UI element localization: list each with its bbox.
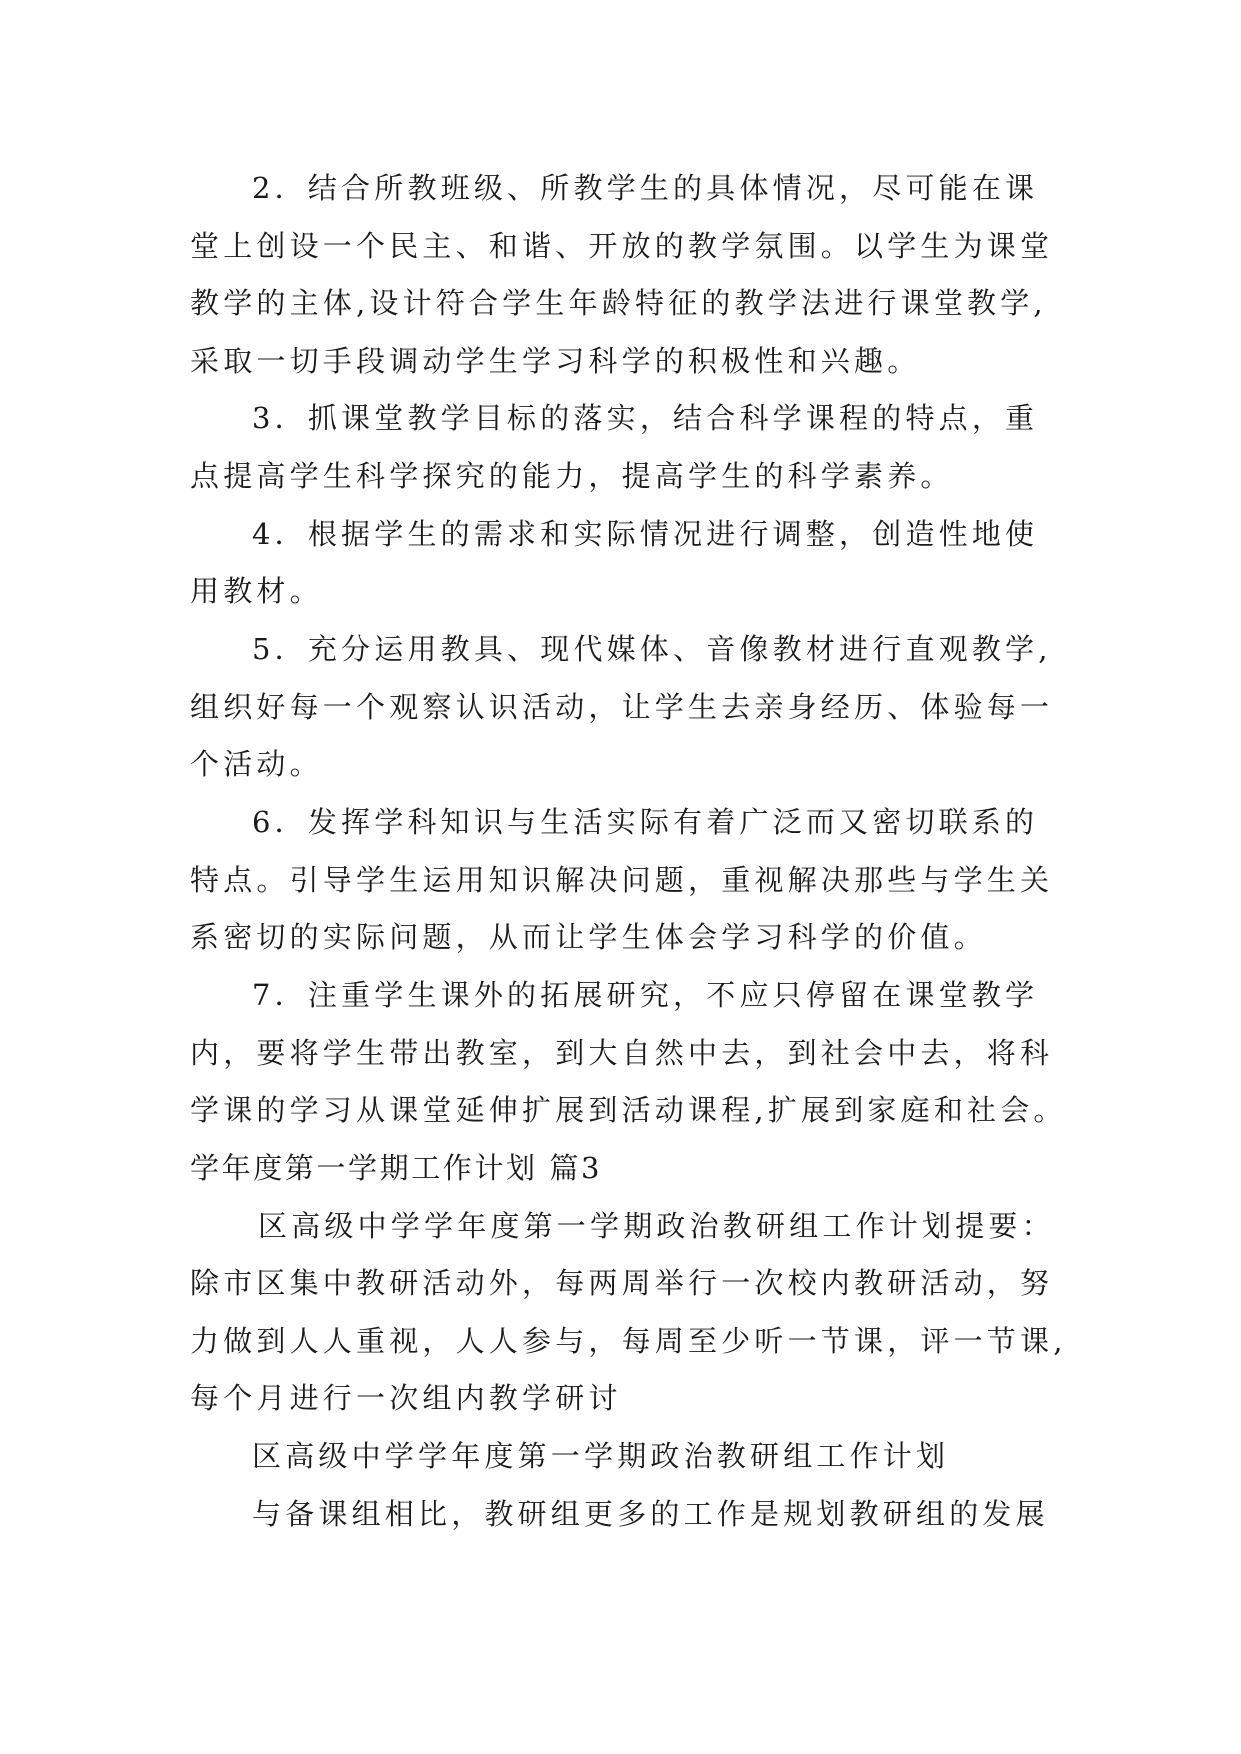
paragraph-line: 除市区集中教研活动外，每两周举行一次校内教研活动，努 [190, 1266, 1054, 1300]
paragraph-line: 5．充分运用教具、现代媒体、音像教材进行直观教学, [252, 632, 1052, 666]
paragraph-line: 组织好每一个观察认识活动，让学生去亲身经历、体验每一 [190, 690, 1054, 724]
paragraph-line: 系密切的实际问题，从而让学生体会学习科学的价值。 [190, 920, 987, 954]
paragraph-line: 与备课组相比，教研组更多的工作是规划教研组的发展 [252, 1497, 1049, 1531]
paragraph-line: 教学的主体,设计符合学生年龄特征的教学法进行课堂教学, [190, 286, 1047, 320]
paragraph-line: 力做到人人重视，人人参与，每周至少听一节课，评一节课, [190, 1324, 1067, 1358]
paragraph-line: 区高级中学学年度第一学期政治教研组工作计划 [252, 1439, 950, 1473]
paragraph-line: 2．结合所教班级、所教学生的具体情况，尽可能在课 [252, 171, 1039, 205]
paragraph-line: 学课的学习从课堂延伸扩展到活动课程,扩展到家庭和社会。 [190, 1093, 1067, 1127]
paragraph-line: 个活动。 [190, 747, 323, 781]
paragraph-line: 点提高学生科学探究的能力，提高学生的科学素养。 [190, 459, 954, 493]
paragraph-line: 4．根据学生的需求和实际情况进行调整，创造性地使 [252, 517, 1039, 551]
section-heading: 学年度第一学期工作计划 篇3 [190, 1151, 603, 1185]
paragraph-line: 堂上创设一个民主、和谐、开放的教学氛围。以学生为课堂 [190, 229, 1054, 263]
paragraph-line: 7．注重学生课外的拓展研究，不应只停留在课堂教学 [252, 978, 1039, 1012]
paragraph-line: 6．发挥学科知识与生活实际有着广泛而又密切联系的 [252, 805, 1039, 839]
paragraph-line: 内，要将学生带出教室，到大自然中去，到社会中去，将科 [190, 1036, 1054, 1070]
paragraph-line: 用教材。 [190, 574, 323, 608]
paragraph-line: 区高级中学学年度第一学期政治教研组工作计划提要： [258, 1209, 1055, 1243]
paragraph-line: 每个月进行一次组内教学研讨 [190, 1381, 622, 1415]
paragraph-line: 采取一切手段调动学生学习科学的积极性和兴趣。 [190, 344, 921, 378]
paragraph-line: 特点。引导学生运用知识解决问题，重视解决那些与学生关 [190, 863, 1054, 897]
paragraph-line: 3．抓课堂教学目标的落实，结合科学课程的特点，重 [252, 401, 1039, 435]
